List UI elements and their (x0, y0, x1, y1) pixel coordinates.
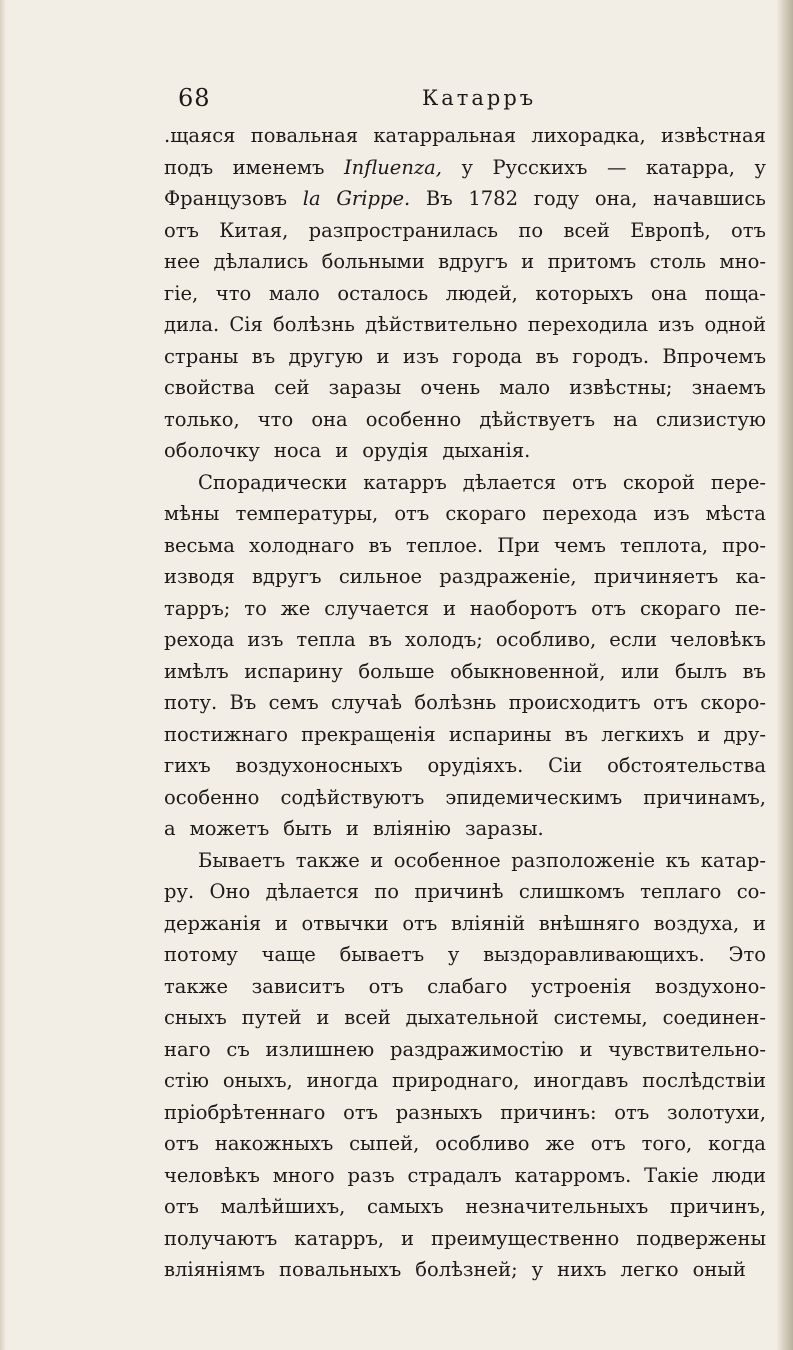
word: у (754, 155, 766, 179)
word: въ (742, 659, 766, 683)
word: столь (649, 250, 707, 273)
word: происходитъ (508, 691, 641, 714)
word: вдругъ (251, 565, 322, 588)
word: скорой (622, 470, 695, 494)
word: или (621, 659, 660, 683)
word: всей (563, 218, 610, 242)
word: въ (368, 533, 392, 557)
word: пере- (710, 470, 766, 494)
text-line (164, 1254, 766, 1286)
word: вліяній (450, 911, 526, 935)
word: въ (564, 722, 589, 746)
word: тепла (296, 628, 356, 651)
text-line (164, 813, 766, 845)
word: Русскихъ (492, 155, 588, 179)
word: отъ (590, 1132, 626, 1155)
word: всей (344, 1006, 391, 1029)
word: особенно (164, 785, 260, 809)
word: пе- (734, 596, 766, 620)
word: случается (324, 596, 430, 620)
word: постижнаго (164, 722, 288, 746)
word: и (521, 250, 535, 273)
word: теплота, (619, 533, 709, 557)
word: Grippe. (336, 187, 411, 210)
word: повальныхъ (279, 1258, 402, 1281)
word: извѣстная (660, 124, 766, 147)
text-line (164, 719, 766, 751)
text-line (164, 215, 766, 247)
word: холодъ; (405, 628, 483, 651)
word: катарръ, (294, 1226, 385, 1250)
word: слабаго (427, 974, 508, 998)
word: орудіяхъ. (427, 754, 524, 777)
word: зависитъ (251, 974, 346, 998)
page-header (164, 84, 772, 120)
word: а (164, 817, 176, 840)
text-line (164, 1191, 766, 1223)
word: золотухи, (666, 1100, 766, 1124)
word: же (545, 1132, 575, 1155)
text-line (164, 530, 766, 562)
text-line (164, 1002, 766, 1034)
word: свойства (164, 376, 255, 399)
word: весьма (164, 533, 235, 557)
word: болѣзней; (415, 1258, 518, 1281)
word: Спорадически (198, 470, 348, 494)
text-line (164, 939, 766, 971)
word: оныхъ, (222, 1069, 293, 1092)
text-line (164, 845, 766, 877)
word: выздоравливающихъ. (483, 943, 705, 966)
word: разныхъ (395, 1100, 483, 1124)
word: причинамъ, (643, 785, 766, 809)
word: случаѣ (330, 691, 403, 714)
word: легко (620, 1258, 679, 1281)
word: переходила (527, 313, 649, 336)
word: къ (665, 848, 691, 872)
word: скораго (445, 502, 527, 525)
word: Сія (229, 313, 263, 336)
text-line (164, 1097, 766, 1129)
word: отъ (394, 502, 430, 525)
word: наоборотъ (469, 596, 578, 620)
word: Въ (425, 187, 453, 210)
word: преимущественно (430, 1226, 620, 1250)
text-line (164, 183, 766, 215)
word: дѣлались (213, 250, 309, 273)
word: и (442, 596, 456, 620)
word: причинѣ (414, 880, 504, 903)
word: .щаяся (164, 124, 236, 147)
word: холоднаго (248, 533, 355, 557)
word: разположеніе (511, 848, 656, 872)
word: носа (273, 439, 322, 462)
word: скораго (640, 596, 721, 620)
word: отъ (614, 1100, 650, 1124)
word: воздуха, (653, 911, 740, 935)
text-line (164, 278, 766, 310)
word: сей (274, 376, 310, 399)
word: и (345, 817, 359, 840)
word: катар- (700, 848, 766, 872)
word: нихъ (557, 1258, 607, 1281)
word: семъ (268, 691, 319, 714)
word: послѣдствіи (642, 1069, 766, 1092)
word: стію (164, 1069, 209, 1092)
word: оболочку (164, 439, 260, 462)
word: отъ (653, 691, 688, 714)
text-line (164, 624, 766, 656)
word: обстоятельства (607, 754, 766, 777)
word: про- (722, 533, 766, 557)
word: и (579, 1037, 593, 1061)
word: только, (164, 407, 240, 431)
word: въ (535, 344, 559, 368)
word: орудія (362, 439, 429, 462)
word: природнаго, (392, 1069, 520, 1092)
word: соединен- (662, 1006, 766, 1029)
word: изъ (247, 628, 284, 651)
text-line (164, 404, 766, 436)
word: иногдавъ (533, 1069, 629, 1092)
word: отъ (343, 1100, 379, 1124)
word: дѣлается (462, 470, 557, 494)
word: излишнею (265, 1037, 375, 1061)
word: поту. (164, 691, 218, 714)
word: вліянію (372, 817, 452, 840)
word: чемъ (553, 533, 606, 557)
word: что (215, 281, 252, 305)
word: пощa- (704, 281, 766, 305)
word: мало (268, 281, 320, 305)
word: мѣста (705, 502, 766, 525)
word: теплое. (405, 533, 484, 557)
word: гихъ (164, 754, 211, 777)
word: температуры, (235, 502, 379, 525)
word: одной (704, 313, 766, 336)
word: бываетъ (339, 943, 425, 966)
word: на (613, 407, 638, 431)
word: нее (164, 250, 201, 273)
word: человѣкъ (670, 628, 766, 651)
word: люди (711, 1163, 766, 1187)
text-line (164, 908, 766, 940)
word: Оно (209, 880, 251, 903)
word: подвержены (636, 1226, 766, 1250)
word: обыкновенной, (450, 659, 606, 683)
word: знаемъ (691, 376, 766, 399)
word: въ (368, 628, 393, 651)
word: воздухоносныхъ (235, 754, 403, 777)
word: и (274, 911, 288, 935)
text-line (164, 1128, 766, 1160)
word: незначительныхъ (465, 1195, 649, 1218)
word: испарины (448, 722, 552, 746)
word: наго (164, 1037, 211, 1061)
word: отъ (591, 596, 627, 620)
text-line (164, 467, 766, 499)
text-line (164, 1160, 766, 1192)
word: Такіе (644, 1163, 699, 1187)
word: причинъ, (670, 1195, 766, 1218)
word: перехода (542, 502, 638, 525)
word: изъ (402, 344, 439, 368)
word: изъ (653, 502, 690, 525)
text-line (164, 152, 766, 184)
word: въ (251, 344, 276, 368)
word: потому (164, 943, 238, 966)
running-title: Катарръ (422, 86, 537, 110)
word: болѣзнь (414, 691, 497, 714)
word: разпространилась (308, 218, 498, 242)
word: скоро- (700, 691, 766, 714)
word: дыхательной (405, 1006, 539, 1029)
word: заразы. (465, 817, 544, 840)
word: что (257, 407, 294, 431)
word: у (461, 155, 473, 179)
word: Французовъ (164, 187, 288, 210)
word: причинъ: (500, 1100, 597, 1124)
word: содѣйствуютъ (280, 785, 425, 809)
word: она (650, 281, 688, 305)
word: Бываетъ (198, 848, 286, 872)
word: получаютъ (164, 1226, 278, 1250)
word: ка- (735, 565, 766, 588)
word: со- (736, 880, 766, 903)
word: заразы (328, 376, 402, 399)
word: теплаго (640, 880, 722, 903)
word: сныхъ (164, 1006, 227, 1029)
word: именемъ (232, 155, 325, 179)
word: разъ (347, 1163, 395, 1187)
word: которыхъ (535, 281, 634, 305)
word: по (518, 218, 544, 242)
word: дѣйствуетъ (479, 407, 595, 431)
text-line (164, 1034, 766, 1066)
word: Сіи (548, 754, 583, 777)
word: Въ (229, 691, 257, 714)
word: отъ (402, 911, 438, 935)
word: дила. (164, 313, 220, 336)
word: гіе, (164, 281, 199, 305)
text-line (164, 656, 766, 688)
word: катарръ (363, 470, 447, 494)
word: вдругъ (438, 250, 508, 273)
word: того, (641, 1132, 693, 1155)
word: Influenza, (343, 155, 442, 179)
word: то (244, 596, 267, 620)
word: и (697, 722, 711, 746)
word: много (272, 1163, 335, 1187)
word: страдалъ (407, 1163, 502, 1187)
word: особливо (435, 1132, 530, 1155)
word: мно- (719, 250, 766, 273)
word: малѣйшихъ, (220, 1195, 346, 1218)
word: дѣлается (265, 880, 359, 903)
text-line (164, 1065, 766, 1097)
word: изводя (164, 565, 235, 588)
word: отъ (368, 974, 404, 998)
word: и (401, 1226, 415, 1250)
page-number: 68 (178, 84, 211, 112)
word: Впрочемъ (662, 344, 766, 368)
word: держанія (164, 911, 262, 935)
word: осталось (337, 281, 429, 305)
word: особенно (365, 407, 462, 431)
word: мѣны (164, 502, 220, 525)
word: начавшись (653, 187, 766, 210)
word: у (531, 1258, 544, 1281)
word: катарра, (645, 155, 735, 179)
word: устроенія (530, 974, 632, 998)
text-line (164, 561, 766, 593)
word: когда (708, 1132, 766, 1155)
word: болѣзнь (273, 313, 355, 336)
word: отъ (571, 470, 607, 494)
text-line (164, 782, 766, 814)
text-line (164, 246, 766, 278)
word: дру- (723, 722, 766, 746)
word: сыпей, (349, 1132, 420, 1155)
word: пріобрѣтеннаго (164, 1100, 326, 1124)
word: внѣшняго (538, 911, 640, 935)
word: слизистую (655, 407, 766, 431)
word: прекращенія (301, 722, 436, 746)
word: слишкомъ (518, 880, 625, 903)
word: отъ (164, 1132, 199, 1155)
word: человѣкъ (164, 1163, 260, 1187)
word: иногда (306, 1069, 379, 1092)
word: самыхъ (367, 1195, 444, 1218)
word: раздраженіе, (439, 565, 577, 588)
word: городъ. (572, 344, 650, 368)
text-line (164, 1223, 766, 1255)
word: имѣлъ (164, 659, 229, 683)
word: катарральная (373, 124, 517, 147)
page-edge-right (777, 0, 793, 1350)
word: воздухоно- (655, 974, 766, 998)
word: города (452, 344, 523, 368)
word: извѣстны; (569, 376, 673, 399)
word: страны (164, 344, 239, 368)
text-line (164, 372, 766, 404)
text-line (164, 971, 766, 1003)
word: людей, (445, 281, 518, 305)
word: эпидемическимъ (445, 785, 623, 809)
word: чувствительно- (608, 1037, 766, 1061)
text-line (164, 876, 766, 908)
word: и (316, 1006, 330, 1029)
word: мало (499, 376, 551, 399)
word: Китая, (219, 218, 289, 242)
text-line (164, 593, 766, 625)
word: также (295, 848, 360, 872)
word: особенное (393, 848, 501, 872)
word: можетъ (189, 817, 270, 840)
text-line (164, 341, 766, 373)
text-line (164, 750, 766, 782)
word: отвычки (301, 911, 389, 935)
word: — (606, 155, 627, 179)
word: другую (288, 344, 364, 368)
word: и (335, 439, 349, 462)
word: отъ (164, 1195, 199, 1218)
word: быть (283, 817, 332, 840)
word: былъ (674, 659, 728, 683)
word: больше (358, 659, 435, 683)
word: если (609, 628, 658, 651)
word: 1782 (468, 187, 518, 210)
word: вліяніямъ (164, 1258, 266, 1281)
word: Европѣ, (630, 218, 711, 242)
word: Это (728, 943, 766, 966)
word: она, (594, 187, 638, 210)
word: году (533, 187, 580, 210)
word: съ (226, 1037, 250, 1061)
word: она (311, 407, 348, 431)
word: же (280, 596, 311, 620)
word: и (752, 911, 766, 935)
word: изъ (658, 313, 695, 336)
word: отъ (731, 218, 766, 242)
word: легкихъ (601, 722, 684, 746)
word: системы, (553, 1006, 648, 1029)
word: При (497, 533, 540, 557)
text-line (164, 687, 766, 719)
body-text (164, 120, 772, 1286)
word: рехода (164, 628, 235, 651)
word: очень (420, 376, 481, 399)
text-line (164, 120, 766, 152)
word: ру. (164, 880, 195, 903)
word: чаще (261, 943, 316, 966)
word: путей (241, 1006, 302, 1029)
word: отъ (164, 218, 199, 242)
word: la (302, 187, 321, 210)
word: оный (692, 1258, 746, 1281)
word: и (370, 848, 384, 872)
word: также (164, 974, 229, 998)
word: повальная (250, 124, 359, 147)
text-line (164, 498, 766, 530)
book-page (164, 84, 772, 1286)
word: тарръ; (164, 596, 231, 620)
text-line (164, 309, 766, 341)
word: по (374, 880, 400, 903)
word: особливо, (495, 628, 597, 651)
word: испарину (244, 659, 343, 683)
word: и (376, 344, 390, 368)
page-edge-left (0, 0, 6, 1350)
word: лихорадка, (531, 124, 646, 147)
word: катарромъ. (514, 1163, 632, 1187)
word: накожныхъ (214, 1132, 334, 1155)
word: причиняетъ (593, 565, 719, 588)
word: притомъ (547, 250, 637, 273)
word: раздражимостію (390, 1037, 564, 1061)
word: дѣйствительно (365, 313, 518, 336)
word: у (447, 943, 460, 966)
word: больными (321, 250, 425, 273)
word: подъ (164, 155, 214, 179)
word: сильное (338, 565, 423, 588)
word: дыханія. (442, 439, 531, 462)
text-line (164, 435, 766, 467)
